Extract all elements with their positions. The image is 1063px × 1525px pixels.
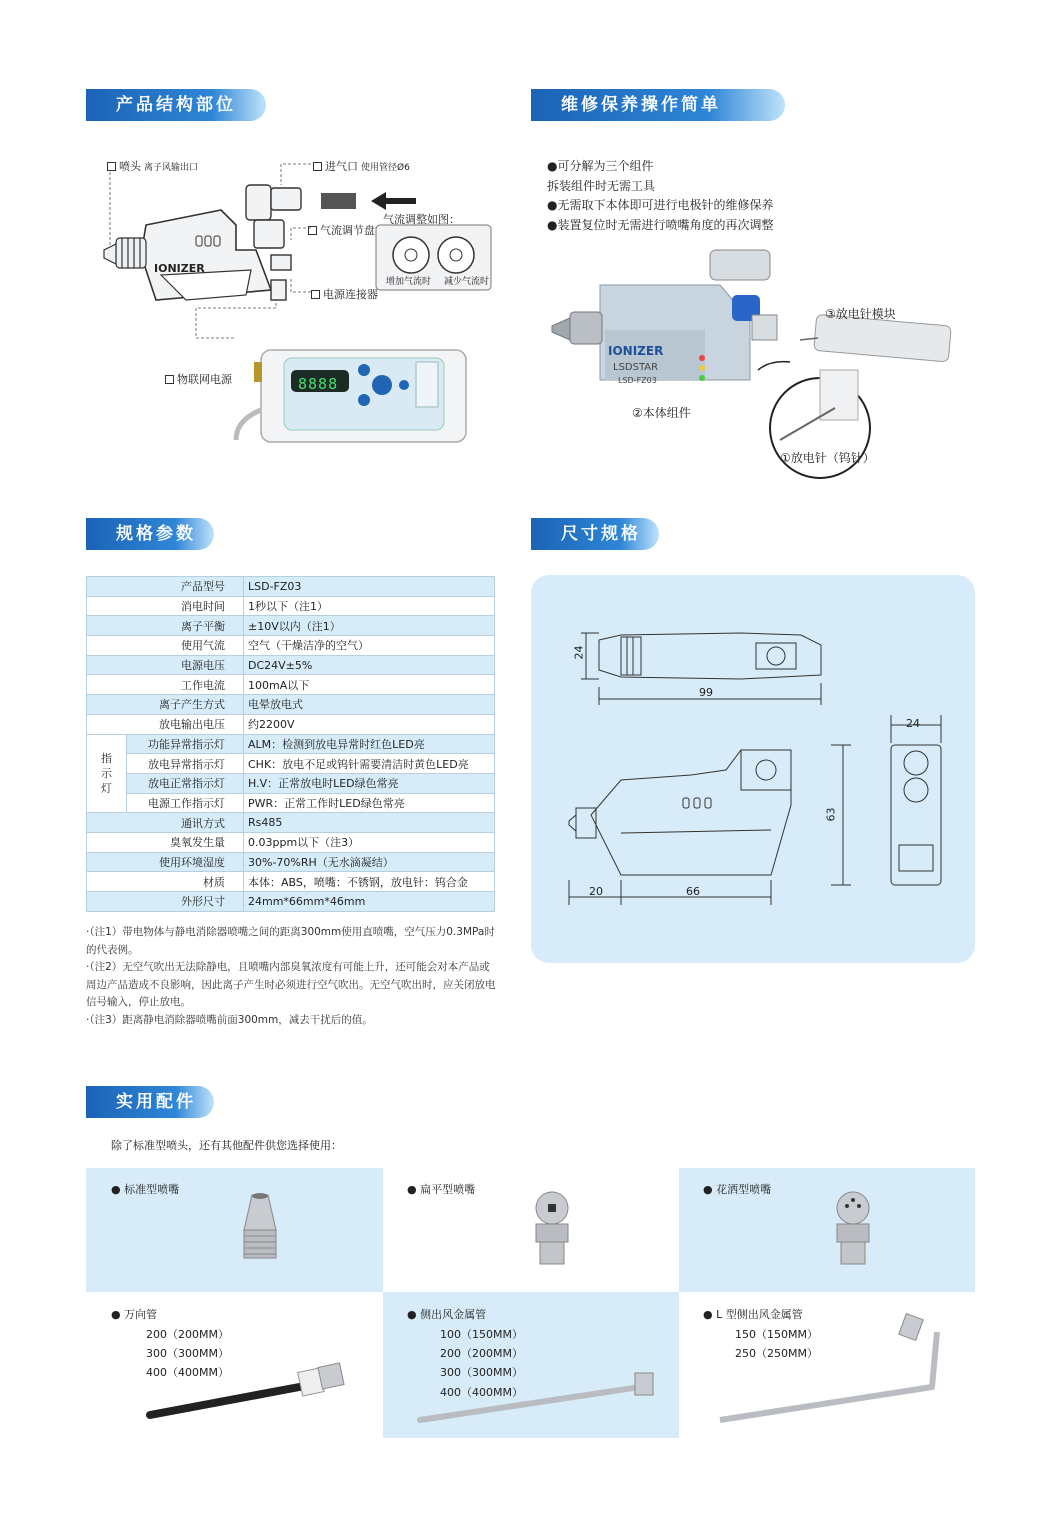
universal-pipe-image [140, 1360, 355, 1425]
table-row: 指示灯 功能异常指示灯 ALM：检测到放电异常时红色LED亮 [87, 734, 495, 754]
table-row: 消电时间 1秒以下（注1） [87, 596, 495, 616]
table-row: 使用气流 空气（干燥洁净的空气） [87, 636, 495, 656]
dimension-drawings [531, 575, 975, 963]
dim-height-top: 24 [572, 645, 586, 660]
table-row: 使用环境湿度 30%-70%RH（无水滴凝结） [87, 852, 495, 872]
svg-text:IONIZER: IONIZER [154, 262, 205, 275]
table-row: 外形尺寸 24mm*66mm*46mm [87, 892, 495, 912]
label-nozzle: 喷头 离子风输出口 [107, 158, 198, 174]
table-row: 放电正常指示灯 H.V：正常放电时LED绿色常亮 [87, 773, 495, 793]
table-row: 工作电流 100mA以下 [87, 675, 495, 695]
label-body-assembly: ②本体组件 [632, 406, 691, 420]
label-flow-adjust-title: 气流调整如图： [383, 213, 460, 226]
dim-height-side: 63 [824, 807, 838, 822]
accessory-option: 150（150MM） [735, 1328, 818, 1341]
maintenance-bullet-2: 拆装组件时无需工具 [547, 179, 656, 193]
maintenance-bullet-1: ●可分解为三个组件 [547, 159, 654, 173]
accessory-title: ● 标准型喷嘴 [111, 1183, 180, 1196]
table-row: 电源电压 DC24V±5% [87, 655, 495, 675]
label-increase: 增加气流时 [386, 277, 432, 287]
accessory-option: 300（300MM） [146, 1347, 229, 1360]
note-1: ·（注1）带电物体与静电消除器喷嘴之间的距离300mm使用直喷嘴，空气压力0.3MPa时的代表例。 [86, 926, 495, 956]
flat-nozzle-image [522, 1188, 582, 1273]
maintenance-bullet-4: ●装置复位时无需进行喷嘴角度的再次调整 [547, 218, 774, 232]
label-discharge-needle: ①放电针（钨针） [780, 451, 875, 465]
side-pipe-image [415, 1365, 665, 1430]
label-discharge-module: ③放电针模块 [825, 307, 896, 321]
maintenance-bullet-3: ●无需取下本体即可进行电极针的维修保养 [547, 198, 774, 212]
product-structure-illustration [86, 140, 506, 450]
indicator-group-label: 指示灯 [87, 734, 127, 813]
label-iot-power: 物联网电源 [165, 371, 232, 387]
section-title-maintenance: 维修保养操作简单 [531, 89, 785, 121]
accessory-option: 200（200MM） [440, 1347, 523, 1360]
spec-table [86, 576, 495, 912]
dim-width-top: 99 [699, 686, 713, 699]
maint-brand: IONIZER [608, 344, 664, 358]
l-pipe-image [712, 1312, 967, 1427]
accessory-title: ● 侧出风金属管 [407, 1308, 487, 1321]
maintenance-illustration [540, 240, 960, 490]
table-row: 离子平衡 ±10V以内（注1） [87, 616, 495, 636]
section-title-specs: 规格参数 [86, 518, 214, 550]
label-flow-dial: 气流调节盘 [308, 222, 375, 238]
accessory-title: ● L 型侧出风金属管 [703, 1308, 803, 1321]
accessory-title: ● 万向管 [111, 1308, 158, 1321]
table-row: 电源工作指示灯 PWR：正常工作时LED绿色常亮 [87, 793, 495, 813]
accessory-option: 400（400MM） [440, 1386, 523, 1399]
shower-nozzle-image [823, 1188, 883, 1273]
standard-nozzle-image [230, 1190, 290, 1270]
section-title-structure: 产品结构部位 [86, 89, 266, 121]
accessory-option: 400（400MM） [146, 1366, 229, 1379]
section-title-dimensions: 尺寸规格 [531, 518, 659, 550]
spec-notes [86, 924, 498, 1029]
accessory-option: 300（300MM） [440, 1366, 523, 1379]
accessory-option: 100（150MM） [440, 1328, 523, 1341]
accessory-title: ● 花洒型喷嘴 [703, 1183, 772, 1196]
dim-width-side: 24 [906, 717, 920, 730]
label-air-inlet: 进气口 使用管径Ø6 [313, 158, 410, 174]
table-row: 产品型号 LSD-FZ03 [87, 577, 495, 597]
note-3: ·（注3）距离静电消除器喷嘴前面300mm，减去干扰后的值。 [86, 1013, 373, 1026]
accessory-title: ● 扁平型喷嘴 [407, 1183, 476, 1196]
accessories-intro: 除了标准型喷头，还有其他配件供您选择使用： [111, 1139, 342, 1152]
section-title-accessories: 实用配件 [86, 1086, 214, 1118]
label-decrease: 减少气流时 [444, 277, 490, 287]
accessory-option: 200（200MM） [146, 1328, 229, 1341]
controller-display: 8888 [298, 375, 339, 393]
table-row: 离子产生方式 电晕放电式 [87, 695, 495, 715]
table-row: 通讯方式 Rs485 [87, 813, 495, 833]
maint-model-brand: LSDSTAR [613, 362, 659, 373]
accessory-option: 250（250MM） [735, 1347, 818, 1360]
table-row: 臭氧发生量 0.03ppm以下（注3） [87, 832, 495, 852]
dim-width-nozzle: 20 [589, 885, 603, 898]
table-row: 放电输出电压 约2200V [87, 714, 495, 734]
note-2: ·（注2）无空气吹出无法除静电，且喷嘴内部臭氧浓度有可能上升，还可能会对本产品或周边产品造成不良影响，因此离子产生时必须进行空气吹出。无空气吹出时，应关闭放电信号输入，停止放电。 [86, 961, 496, 1008]
table-row: 放电异常指示灯 CHK：放电不足或钨针需要清洁时黄色LED亮 [87, 754, 495, 774]
label-power-connector: 电源连接器 [311, 286, 378, 302]
dim-width-body: 66 [686, 885, 700, 898]
table-row: 材质 本体：ABS，喷嘴：不锈钢，放电针：钨合金 [87, 872, 495, 892]
maint-model: LSD-FZ03 [618, 376, 657, 385]
